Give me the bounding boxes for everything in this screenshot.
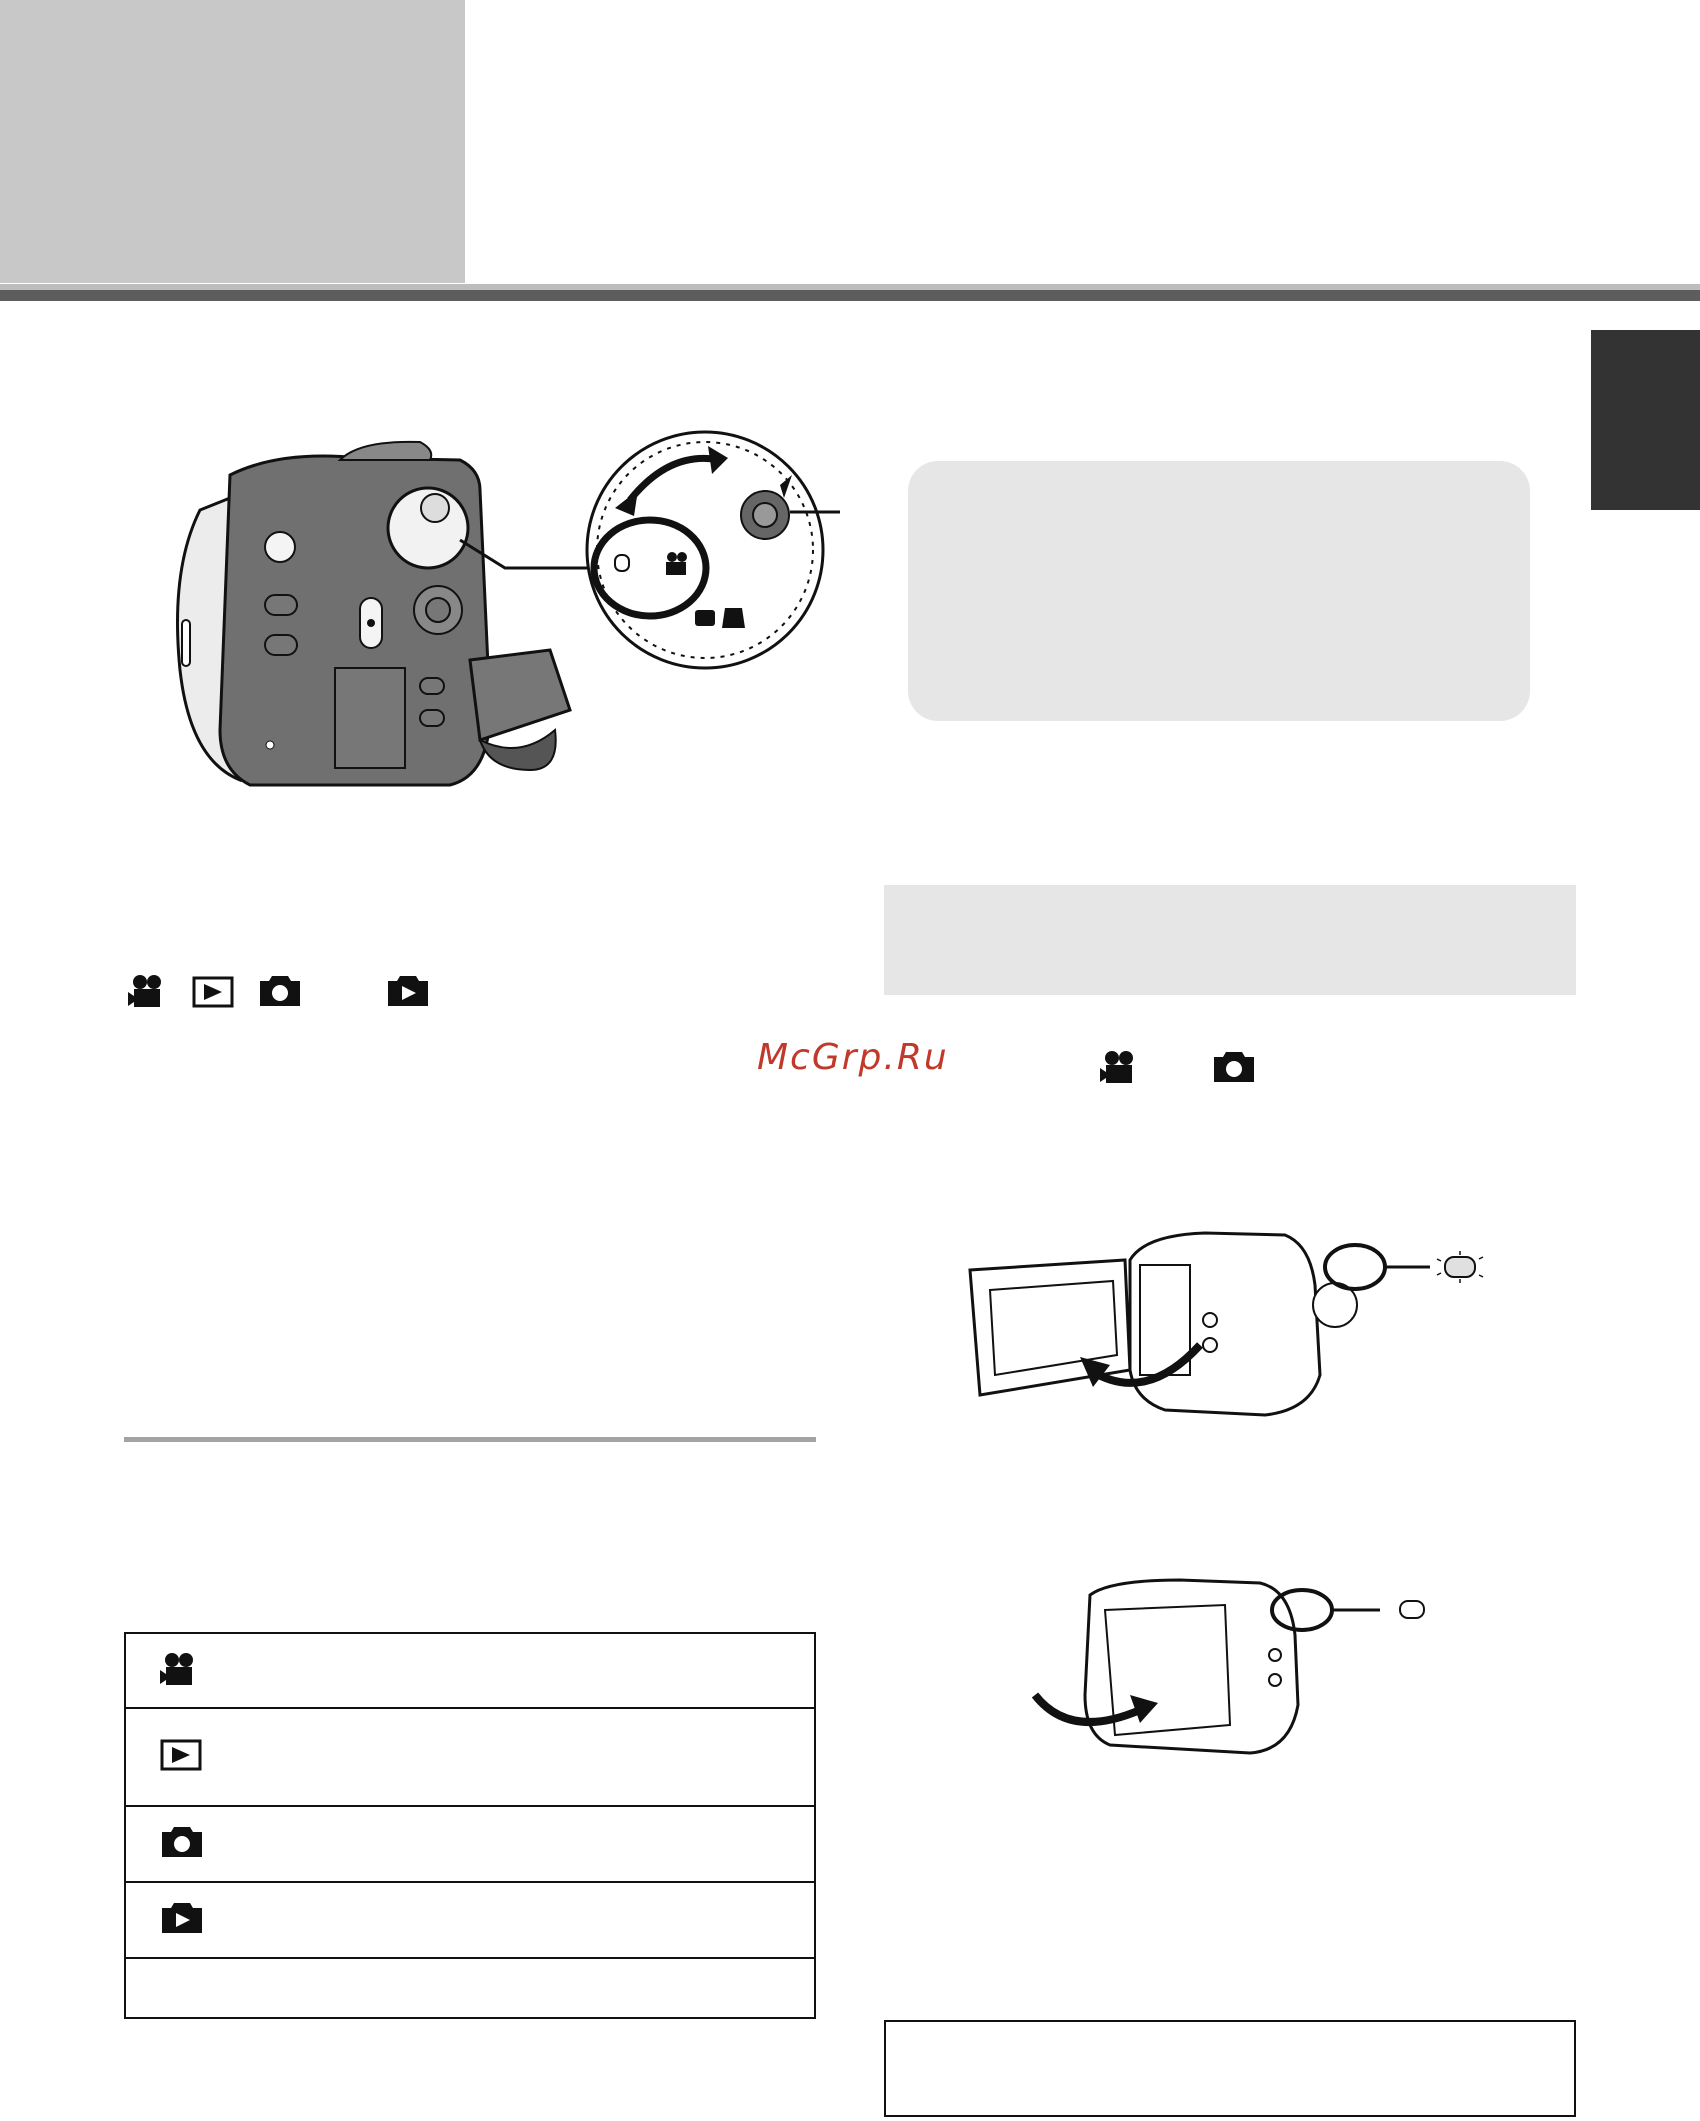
lcd-closed-illustration xyxy=(1030,1575,1470,1760)
mode-icon-row xyxy=(128,974,458,1010)
table-row xyxy=(125,1958,815,2018)
video-camera-icon xyxy=(1100,1050,1138,1084)
table-row xyxy=(125,1633,815,1708)
section-divider xyxy=(124,1437,816,1442)
table-cell xyxy=(125,1633,815,1708)
chapter-tab xyxy=(1591,330,1700,510)
header-block xyxy=(0,0,465,283)
header-rule xyxy=(0,290,1700,301)
mode-table xyxy=(124,1632,816,2019)
lcd-open-illustration xyxy=(965,1225,1500,1420)
table-cell xyxy=(125,1958,815,2018)
still-camera-icon xyxy=(258,974,302,1008)
table-row xyxy=(125,1806,815,1882)
still-camera-icon xyxy=(1212,1050,1256,1084)
video-camera-icon xyxy=(128,974,166,1008)
watermark: McGrp.Ru xyxy=(757,1037,949,1078)
table-cell xyxy=(125,1882,815,1958)
table-cell xyxy=(125,1708,815,1806)
play-icon xyxy=(160,1739,202,1771)
table-cell xyxy=(125,1806,815,1882)
note-outline-box xyxy=(884,2020,1576,2117)
still-playback-icon xyxy=(160,1901,204,1935)
note-box xyxy=(908,461,1530,721)
table-row xyxy=(125,1882,815,1958)
play-icon xyxy=(192,976,234,1008)
still-playback-icon xyxy=(386,974,430,1008)
video-camera-icon xyxy=(160,1652,198,1686)
table-row xyxy=(125,1708,815,1806)
camera-mode-dial-illustration xyxy=(160,430,860,800)
still-camera-icon xyxy=(160,1825,204,1859)
section-heading-band xyxy=(884,885,1576,995)
